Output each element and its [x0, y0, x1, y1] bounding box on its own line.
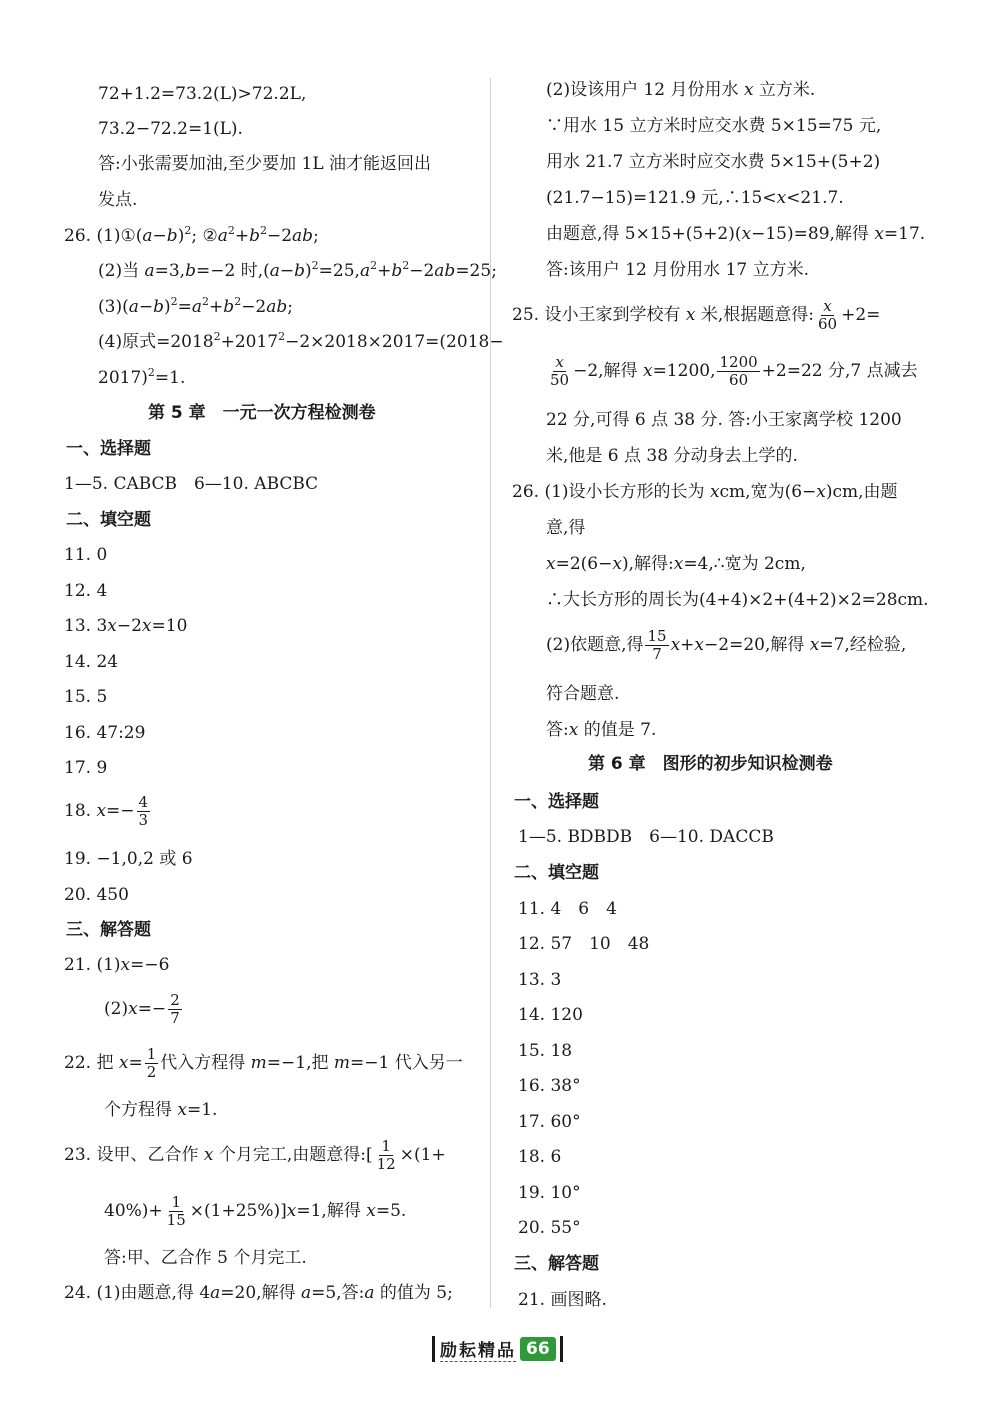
choice-answers: 1—5. CABCB 6—10. ABCBC: [64, 474, 319, 494]
choice-answers: 1—5. BDBDB 6—10. DACCB: [518, 827, 774, 847]
section-heading: 二、填空题: [66, 510, 151, 530]
section-heading: 一、选择题: [66, 439, 151, 459]
fill-answer: 19. −1,0,2 或 6: [64, 849, 193, 869]
text-line: (2)x=− $\frac{2}{7}$: [104, 991, 180, 1027]
section-heading: 三、解答题: [514, 1254, 599, 1274]
fill-answer: 12. 57 10 48: [518, 934, 650, 954]
question-23: 23. 设甲、乙合作 x 个月完工,由题意得:[ $\frac{1}{12}$ ×(1+: [64, 1137, 446, 1173]
page-footer: [432, 1334, 563, 1364]
fill-answer: 15. 5: [64, 687, 108, 707]
section-heading: 二、填空题: [514, 863, 599, 883]
fill-answer: 14. 120: [518, 1005, 583, 1025]
fill-answer: 20. 450: [64, 885, 129, 905]
text-line: $(3)(a-b)^2=a^2+b^2-2ab$;: [98, 295, 294, 317]
text-line: 答:x 的值是 7.: [546, 720, 657, 740]
question-26: 26. $(1)①(a-b)^2$; $②a^2+b^2-2ab$;: [64, 224, 319, 246]
fill-answer: 11. 4 6 4: [518, 899, 617, 919]
text-line: 2017)$^2$=1.: [98, 366, 186, 388]
text-line: (2)依题意,得 $\frac{15}{7}$ x+x−2=20,解得 x=7,经检验,: [546, 627, 907, 663]
text-line: (2)设该用户 12 月份用水 x 立方米.: [546, 80, 816, 100]
question-21: 21. 画图略.: [518, 1290, 607, 1310]
section-heading: 三、解答题: [66, 920, 151, 940]
question-26: 26. (1)设小长方形的长为 xcm,宽为(6−x)cm,由题: [512, 482, 898, 502]
text-line: 40%)+ $\frac{1}{15}$ ×(1+25%)]x=1,解得 x=5.: [104, 1193, 407, 1229]
footer-bar-right: [560, 1336, 563, 1362]
fill-answer: 19. 10°: [518, 1183, 581, 1203]
text-line: ∵用水 15 立方米时应交水费 5×15=75 元,: [546, 116, 882, 136]
text-line: 由题意,得 5×15+(5+2)(x−15)=89,解得 x=17.: [546, 224, 926, 244]
fill-answer: 11. 0: [64, 545, 108, 565]
text-line: 73.2−72.2=1(L).: [98, 119, 243, 139]
text-line: 发点.: [98, 190, 138, 210]
text-line: 22 分,可得 6 点 38 分. 答:小王家离学校 1200: [546, 410, 902, 430]
text-line: 用水 21.7 立方米时应交水费 5×15+(5+2): [546, 152, 881, 172]
fill-answer: 13. 3: [518, 970, 562, 990]
fill-answer: 15. 18: [518, 1041, 573, 1061]
text-line: 答:甲、乙合作 5 个月完工.: [104, 1248, 307, 1268]
text-line: 米,他是 6 点 38 分动身去上学的.: [546, 446, 798, 466]
text-line: $\frac{x}{50}$ −2,解得 x=1200, $\frac{1200}{60}$ +2=22 分,7 点减去: [550, 353, 918, 389]
chapter-6-title: 第 6 章 图形的初步知识检测卷: [588, 754, 833, 774]
fill-answer: 17. 9: [64, 758, 108, 778]
footer-bar-left: [432, 1336, 435, 1362]
fill-answer: 17. 60°: [518, 1112, 581, 1132]
fill-answer: 18. 6: [518, 1147, 562, 1167]
text-line: 答:该用户 12 月份用水 17 立方米.: [546, 260, 810, 280]
text-line: 72+1.2=73.2(L)>72.2L,: [98, 84, 307, 104]
text-line: (21.7−15)=121.9 元,∴15<x<21.7.: [546, 188, 844, 208]
chapter-5-title: 第 5 章 一元一次方程检测卷: [148, 403, 376, 423]
question-22: 22. 把 x= $\frac{1}{2}$ 代入方程得 m=−1,把 m=−1 代入另一: [64, 1045, 463, 1081]
text-line: (2)当 a=3,b=−2 时$,(a-b)^2=25,a^2+b^2-2ab=25$;: [98, 259, 497, 281]
question-24: 24. (1)由题意,得 4a=20,解得 a=5,答:a 的值为 5;: [64, 1283, 453, 1303]
question-21: 21. (1)x=−6: [64, 955, 170, 975]
text-line: 意,得: [546, 518, 586, 538]
fill-answer: 12. 4: [64, 581, 108, 601]
text-line: x=2(6−x),解得:x=4,∴宽为 2cm,: [546, 554, 806, 574]
fill-answer: 13. 3x−2x=10: [64, 616, 188, 636]
text-line: 符合题意.: [546, 684, 620, 704]
section-heading: 一、选择题: [514, 792, 599, 812]
question-25: 25. 设小王家到学校有 x 米,根据题意得: $\frac{x}{60}$ +2=: [512, 297, 881, 333]
text-line: 个方程得 x=1.: [104, 1100, 218, 1120]
fill-answer: 18. x=− $\frac{4}{3}$: [64, 793, 149, 829]
page-number: 66: [520, 1337, 556, 1361]
fill-answer: 16. 38°: [518, 1076, 581, 1096]
fill-answer: 16. 47:29: [64, 723, 146, 743]
text-line: 答:小张需要加油,至少要加 1L 油才能返回出: [98, 154, 432, 174]
footer-brand: 励耘精品: [440, 1336, 516, 1362]
text-line: (4)原式$=2018^2+2017^2-2\times 2018\times 2017=(2018-$: [98, 330, 504, 352]
text-line: ∴大长方形的周长为(4+4)×2+(4+2)×2=28cm.: [546, 590, 929, 610]
fill-answer: 20. 55°: [518, 1218, 581, 1238]
fill-answer: 14. 24: [64, 652, 119, 672]
